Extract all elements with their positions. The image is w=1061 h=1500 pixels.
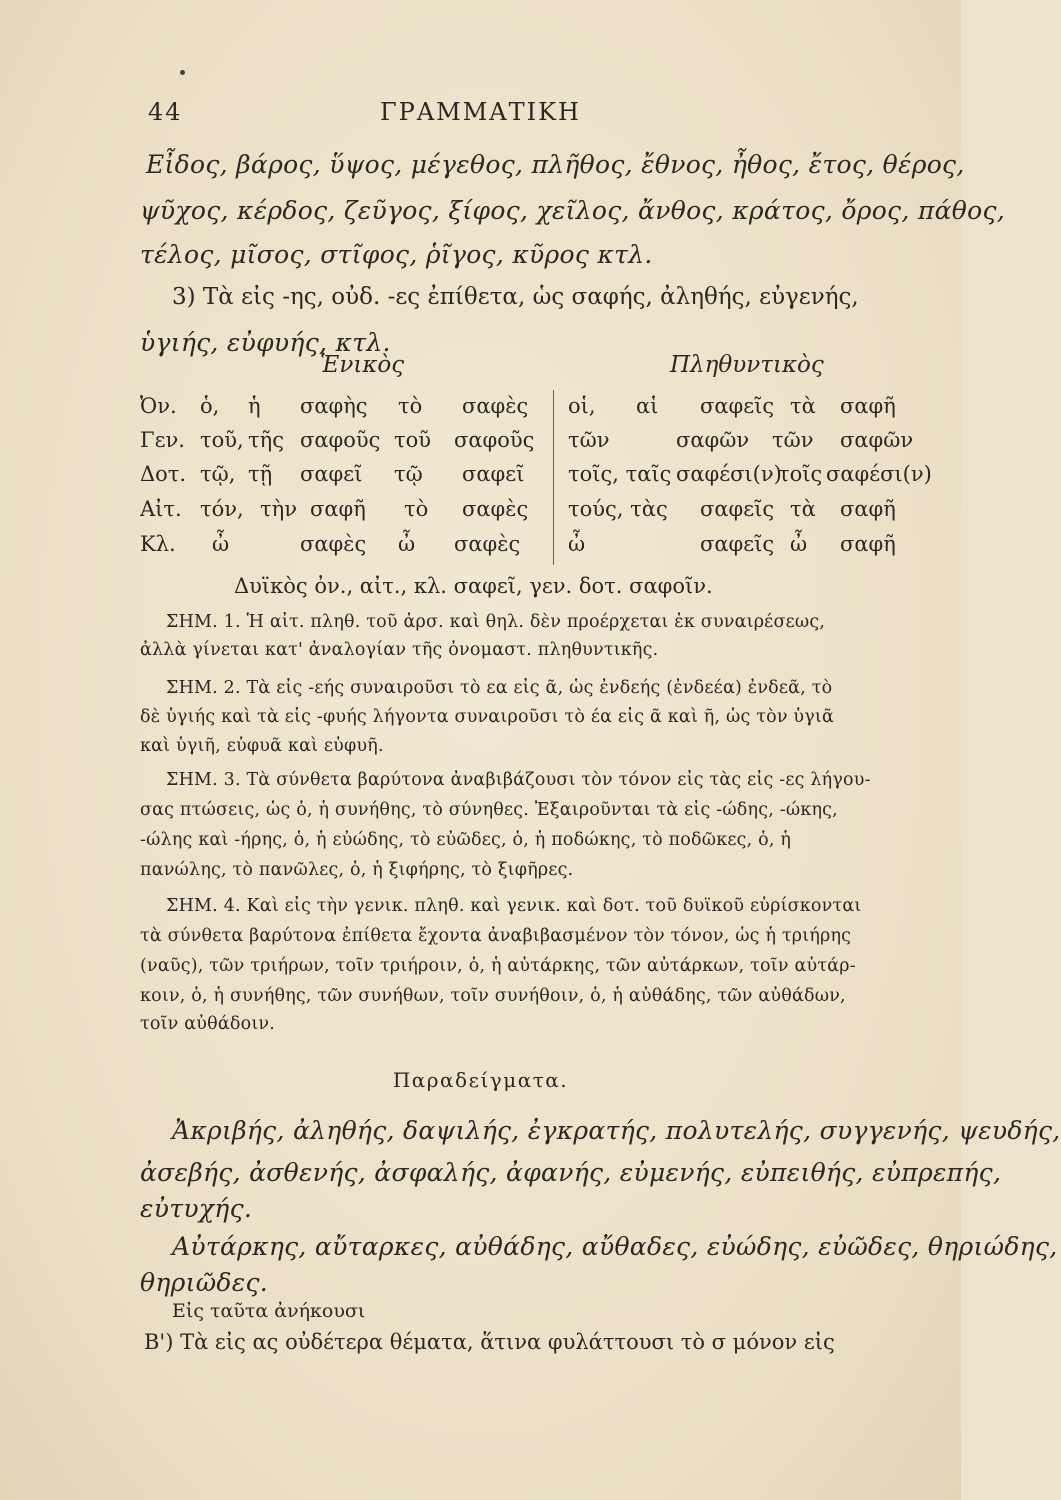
closing-line: Β') Τὰ εἰς ας οὐδέτερα θέματα, ἅτινα φυλάττουσι τὸ σ μόνον εἰς <box>144 1330 835 1354</box>
form: σαφέσι(ν) <box>676 462 782 486</box>
article: τοῖς, ταῖς <box>568 462 672 486</box>
article: τὰ <box>790 497 816 521</box>
case-label: Κλ. <box>140 532 176 556</box>
article: ὦ <box>568 532 586 556</box>
article: τῷ <box>394 462 423 486</box>
form: σαφὲς <box>454 532 521 556</box>
form: σαφεῖ <box>300 462 363 486</box>
form: σαφέσι(ν) <box>826 462 932 486</box>
article: τοῦ <box>394 428 432 452</box>
note-4-line: (ναῦς), τῶν τριήρων, τοῖν τριήροιν, ὁ, ἡ αὐτάρκης, τῶν αὐτάρκων, τοῖν αὐτάρ- <box>140 956 856 976</box>
examples-title: Παραδείγματα. <box>392 1068 569 1092</box>
closing-line: Εἰς ταῦτα ἀνήκουσι <box>172 1300 366 1322</box>
form: σαφὲς <box>462 497 529 521</box>
intro-line: Εἶδος, βάρος, ὕψος, μέγεθος, πλῆθος, ἔθνος, ἦθος, ἔτος, θέρος, <box>146 150 965 179</box>
form: σαφεῖς <box>700 532 775 556</box>
form: σαφὲς <box>300 532 367 556</box>
case-label: Αἰτ. <box>140 497 182 521</box>
article: τούς, τὰς <box>568 497 668 521</box>
article: τῶν <box>772 428 814 452</box>
form: σαφῆ <box>840 394 896 418</box>
article: τῇ <box>248 462 273 486</box>
form: σαφῶν <box>840 428 914 452</box>
article: ὦ <box>398 532 416 556</box>
article: τοῦ, <box>200 428 244 452</box>
note-2-line: καὶ ὑγιῆ, εὐφυᾶ καὶ εὐφυῆ. <box>140 736 384 756</box>
article: τῷ, <box>200 462 236 486</box>
form: σαφοῦς <box>454 428 535 452</box>
note-1-line: ΣΗΜ. 1. Ἡ αἰτ. πληθ. τοῦ ἀρσ. καὶ θηλ. δὲν προέρχεται ἐκ συναιρέσεως, <box>166 612 826 632</box>
form: σαφῆ <box>840 497 896 521</box>
article: ὦ <box>212 532 230 556</box>
form: σαφεῖς <box>700 394 775 418</box>
column-divider <box>553 390 554 565</box>
note-3-line: -ώλης καὶ -ήρης, ὁ, ἡ εὐώδης, τὸ εὐῶδες, ὁ, ἡ ποδώκης, τὸ ποδῶκες, ὁ, ἡ <box>140 830 792 850</box>
example-line: Αὐτάρκης, αὔταρκες, αὐθάδης, αὔθαδες, εὐώδης, εὐῶδες, θηριώδης, <box>172 1232 1058 1261</box>
ink-speck <box>180 70 185 75</box>
example-line: Ἀκριβής, ἀληθής, δαψιλής, ἐγκρατής, πολυτελής, συγγενής, ψευδής, <box>172 1116 1061 1145</box>
form: σαφῆ <box>310 497 366 521</box>
note-4-line: κοιν, ὁ, ἡ συνήθης, τῶν συνήθων, τοῖν συνήθοιν, ὁ, ἡ αὐθάδης, τῶν αὐθάδων, <box>140 986 846 1006</box>
intro-line: τέλος, μῖσος, στῖφος, ῥῖγος, κῦρος κτλ. <box>140 240 653 269</box>
note-1-line: ἀλλὰ γίνεται κατ' ἀναλογίαν τῆς ὀνομαστ. πληθυντικῆς. <box>140 640 659 660</box>
article: τόν, <box>200 497 244 521</box>
note-4-line: τοῖν αὐθάδοιν. <box>140 1014 276 1034</box>
article: τῶν <box>568 428 610 452</box>
example-line: ἀσεβής, ἀσθενής, ἀσφαλής, ἀφανής, εὐμενής, εὐπειθής, εὐπρεπής, <box>140 1158 1002 1187</box>
note-3-line: πανώλης, τὸ πανῶλες, ὁ, ἡ ξιφήρης, τὸ ξιφῆρες. <box>140 860 574 880</box>
form: σαφῆ <box>840 532 896 556</box>
note-2-line: ΣΗΜ. 2. Τὰ εἰς -εής συναιροῦσι τὸ εα εἰς ᾶ, ὡς ἐνδεής (ἐνδεέα) ἐνδεᾶ, τὸ <box>166 678 833 698</box>
article: αἱ <box>636 394 659 418</box>
article: τὸ <box>398 394 423 418</box>
intro-line: ψῦχος, κέρδος, ζεῦγος, ξίφος, χεῖλος, ἄνθος, κράτος, ὄρος, πάθος, <box>140 196 1006 225</box>
dual-line: Δυϊκὸς ὀν., αἰτ., κλ. σαφεῖ, γεν. δοτ. σαφοῖν. <box>234 574 713 598</box>
article: τοῖς <box>778 462 823 486</box>
note-3-line: σας πτώσεις, ὡς ὁ, ἡ συνήθης, τὸ σύνηθες. Ἐξαιροῦνται τὰ εἰς -ώδης, -ώκης, <box>140 800 838 820</box>
form: σαφοῦς <box>300 428 381 452</box>
article: ὦ <box>790 532 808 556</box>
plural-heading: Πληθυντικὸς <box>670 352 824 378</box>
article: τῆς <box>248 428 284 452</box>
example-line: θηριῶδες. <box>140 1268 269 1297</box>
form: σαφὲς <box>462 394 529 418</box>
example-line: εὐτυχής. <box>140 1194 253 1223</box>
note-4-line: ΣΗΜ. 4. Καὶ εἰς τὴν γενικ. πληθ. καὶ γενικ. καὶ δοτ. τοῦ δυϊκοῦ εὑρίσκονται <box>166 896 862 916</box>
form: σαφεῖ <box>462 462 525 486</box>
form: σαφεῖς <box>700 497 775 521</box>
form: σαφῶν <box>676 428 750 452</box>
page-number: 44 <box>148 98 183 126</box>
form: σαφὴς <box>300 394 368 418</box>
note-3-line: ΣΗΜ. 3. Τὰ σύνθετα βαρύτονα ἀναβιβάζουσι τὸν τόνον εἰς τὰς εἰς -ες λήγου- <box>166 770 871 790</box>
rule-3-line: ὑγιής, εὐφυής, κτλ. <box>140 328 391 357</box>
case-label: Δοτ. <box>140 462 187 486</box>
article: ἡ <box>248 394 261 418</box>
rule-3-line: 3) Τὰ εἰς -ης, οὐδ. -ες ἐπίθετα, ὡς σαφής, ἀληθής, εὐγενής, <box>172 284 859 310</box>
case-label: Γεν. <box>140 428 185 452</box>
article: τὸ <box>404 497 429 521</box>
article: ὁ, <box>200 394 220 418</box>
note-2-line: δὲ ὑγιής καὶ τὰ εἰς -φυής λήγοντα συναιροῦσι τὸ έα εἰς ᾶ καὶ ῆ, ὡς τὸν ὑγιᾶ <box>140 707 835 727</box>
case-label: Ὀν. <box>140 394 177 418</box>
article: τὰ <box>790 394 816 418</box>
article: τὴν <box>260 497 297 521</box>
running-title: ΓΡΑΜΜΑΤΙΚΗ <box>380 98 581 126</box>
singular-heading: Ἑνικὸς <box>320 352 405 378</box>
article: οἱ, <box>568 394 596 418</box>
note-4-line: τὰ σύνθετα βαρύτονα ἐπίθετα ἔχοντα ἀναβιβασμένον τὸν τόνον, ὡς ἡ τριήρης <box>140 926 852 946</box>
